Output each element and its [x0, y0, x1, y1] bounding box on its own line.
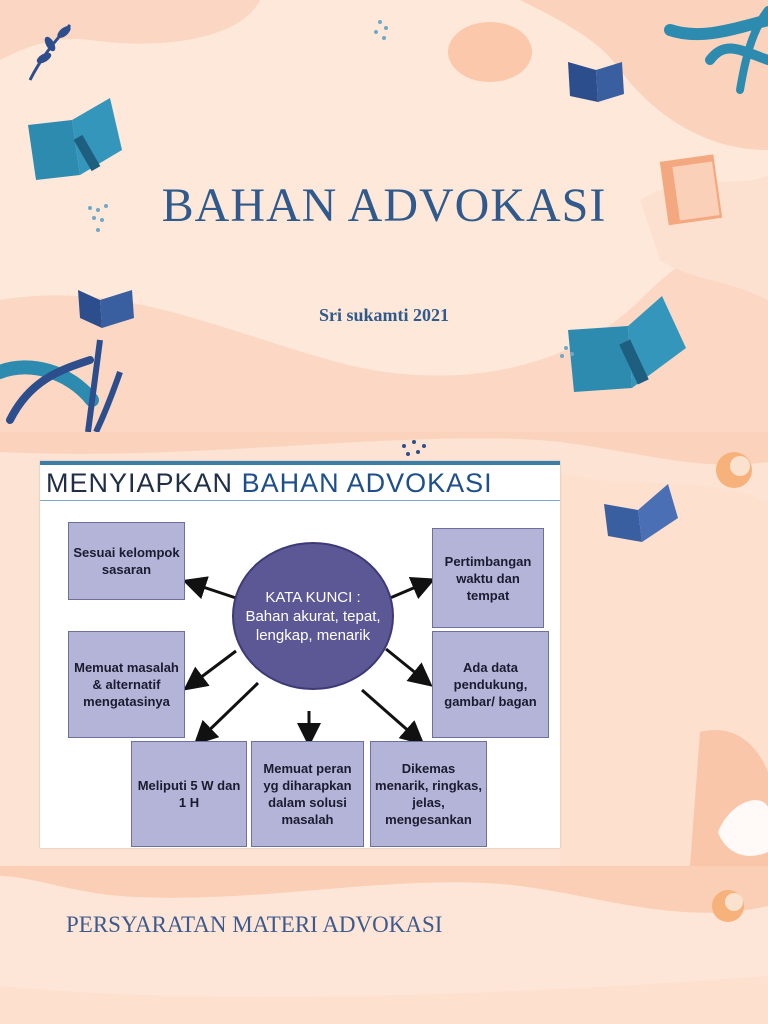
heading-underline — [40, 500, 560, 501]
box-sesuai-kelompok: Sesuai kelompok sasaran — [68, 522, 185, 600]
box-pertimbangan: Pertimbangan waktu dan tempat — [432, 528, 544, 628]
title-slide — [0, 0, 768, 432]
diagram-heading-part2: BAHAN ADVOKASI — [241, 468, 493, 498]
book-icon-2 — [568, 62, 624, 102]
fruit-icon — [716, 452, 752, 488]
slide-subtitle: Sri sukamti 2021 — [318, 305, 450, 325]
box-meliputi-5w1h: Meliputi 5 W dan 1 H — [131, 741, 247, 847]
diagram-heading-part1: MENYIAPKAN — [46, 468, 234, 498]
slide-title: BAHAN ADVOKASI — [161, 179, 607, 232]
box-ada-data: Ada data pendukung, gambar/ bagan — [432, 631, 549, 738]
kata-kunci-circle: KATA KUNCI : Bahan akurat, tepat, lengkap, menarik — [232, 542, 394, 690]
box-memuat-masalah: Memuat masalah & alternatif mengatasinya — [68, 631, 185, 738]
drops-icon — [402, 440, 426, 456]
fruit-icon-2 — [712, 890, 744, 922]
section-title: PERSYARATAN MATERI ADVOKASI — [66, 912, 443, 937]
book-icon-1 — [28, 98, 122, 180]
slide3-decoration — [0, 866, 768, 1024]
diagram-heading — [46, 468, 493, 499]
box-memuat-peran: Memuat peran yg diharapkan dalam solusi masalah — [251, 741, 364, 847]
section-slide — [0, 866, 768, 1024]
box-dikemas-menarik: Dikemas menarik, ringkas, jelas, mengesankan — [370, 741, 487, 847]
